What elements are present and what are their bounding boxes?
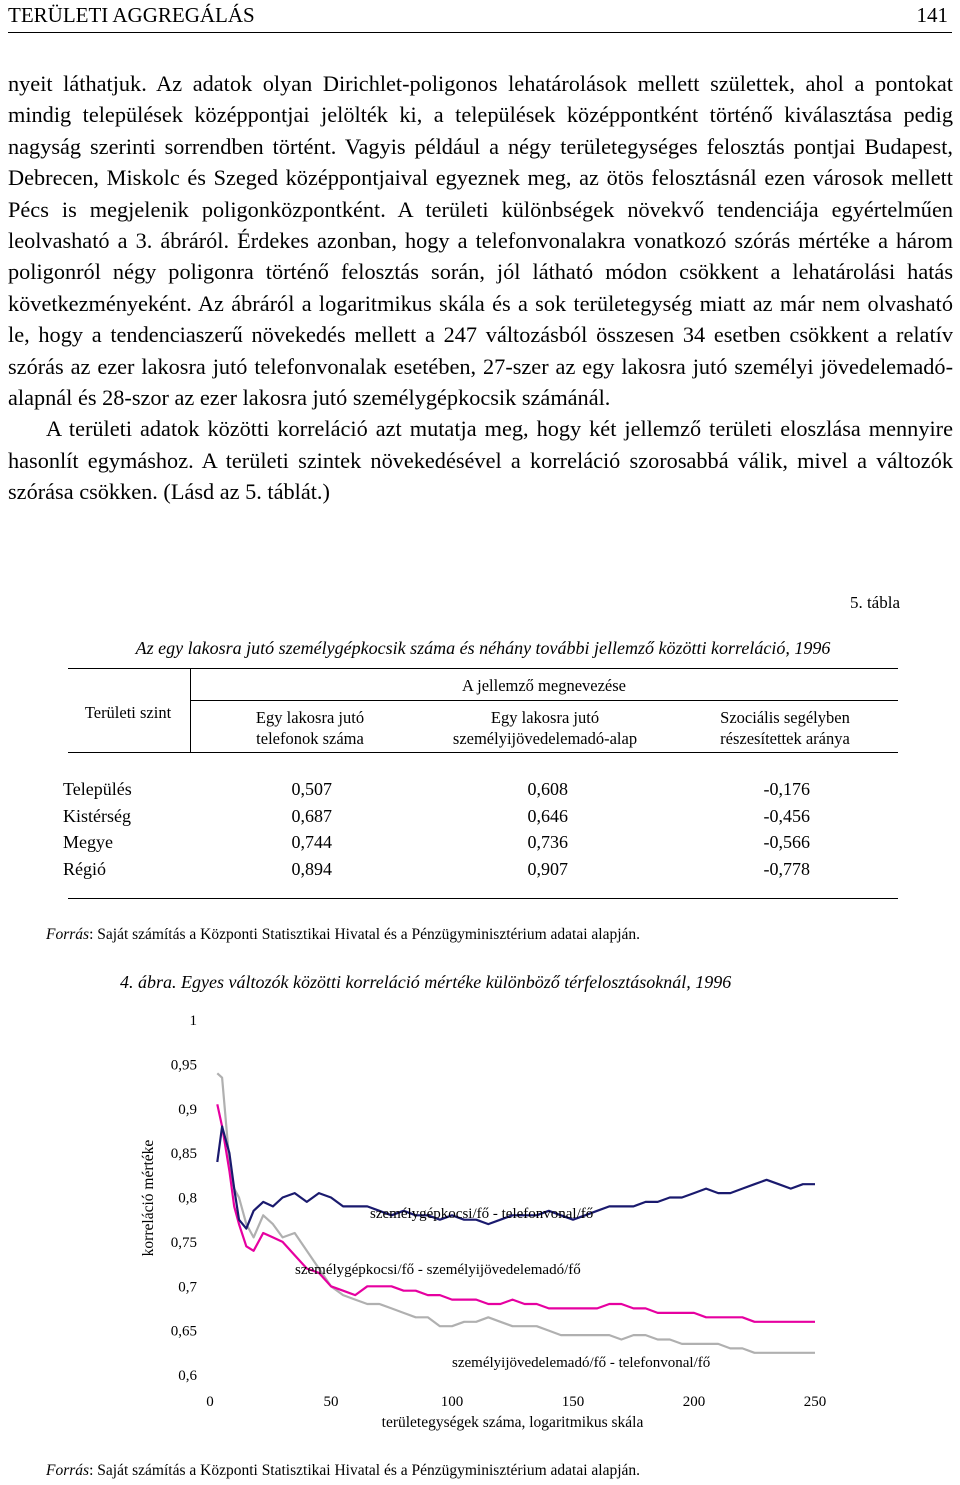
table-cell: -0,778 [763,858,810,879]
x-tick-label: 200 [682,1394,706,1410]
table-cell: 0,744 [291,832,332,852]
table-cell: -0,566 [763,832,810,852]
table-title: Az egy lakosra jutó személygépkocsik száma és néhány további jellemző közötti korreláció, 1996 [135,638,831,658]
y-tick-label: 0,65 [170,1323,197,1340]
table-cell: 0,907 [527,858,568,879]
table-col-header: Egy lakosra jutó személyijövedelemadó-alap [452,708,638,748]
table-row-header: Területi szint [84,703,172,722]
table-header-rule [68,752,898,753]
y-tick-label: 1 [189,1013,197,1029]
table-bottom-rule [68,898,898,899]
table-group-header: A jellemző megnevezése [461,676,626,695]
table-top-rule [68,668,898,669]
table-cell: 0,687 [291,805,332,826]
y-tick-label: 0,6 [178,1368,197,1384]
table-cell: 0,894 [291,858,332,879]
table-source: Forrás: Saját számítás a Központi Statisztikai Hivatal és a Pénzügyminisztérium adatai alapján. [46,926,641,943]
series-label: személyijövedelemadó/fő - telefonvonal/fő [452,1355,711,1371]
table-cell: 0,646 [527,805,568,826]
table-cell: -0,176 [763,779,810,799]
table-col-header: Szociális segélyben részesítettek aránya [720,708,850,748]
table-group-rule [190,700,898,701]
paragraph: nyeit láthatjuk. Az adatok olyan Dirichlet-poligonos lehatárolások mellett születtek, ahol a pontokat mindig települések középpontjai jelölték ki, a települések középpontként történő kiválasztása pedig nagyság szerinti sorrendben történt. Vagyis például a négy területegységes felosztás pontjai Budapest, Debrecen, Miskolc és Szeged középpontjaival egyeznek meg, az ötös felosztásnál ezen városok mellett Pécs is megjelenik poligonközpontként. A területi különbségek növekvő tendenciája egyértelműen leolvasható a 3. ábráról. Érdekes azonban, hogy a telefonvonalakra vonatkozó szórás mértéke a három poligonról négy poligonra történő felosztás során, jól látható módon csökkent a lehatárolási hatás következményeként. Az ábráról a logaritmikus skála és a sok területegység miatt az már nem olvasható le, hogy a tendenciaszerű növekedés mellett a 247 változásból összesen 34 esetben csökkent a relatív szórás az ezer lakosra jutó telefonvonalak esetében, 27-szer az egy lakosra jutó személyi jövedelemadó-alapnál és 28-szor az ezer lakosra jutó személygépkocsik számánál. [8,71,953,411]
y-tick-label: 0,9 [178,1101,197,1118]
x-tick-label: 100 [440,1394,464,1410]
correlation-line-chart [0,1000,960,1455]
table-row-label: Megye [63,832,113,852]
figure-title: 4. ábra. Egyes változók közötti korreláció mértéke különböző térfelosztásoknál, 1996 [120,972,732,992]
y-tick-label: 0,95 [170,1057,197,1074]
series-label: személygépkocsi/fő - személyijövedelemadó/fő [295,1262,581,1278]
x-axis-label: területegységek száma, logaritmikus skála [381,1414,644,1431]
table-row-label: Kistérség [63,805,131,826]
table-cell: 0,736 [527,832,568,852]
y-tick-label: 0,7 [178,1279,197,1296]
y-axis-label: korreláció mértéke [140,1139,157,1257]
y-tick-label: 0,8 [178,1190,197,1207]
table-row-label: Régió [63,858,106,879]
table-col-header: Egy lakosra jutó telefonok száma [255,708,365,748]
x-tick-label: 0 [206,1394,214,1410]
page-header [8,2,952,33]
table-cell: -0,456 [763,805,810,826]
x-tick-label: 50 [323,1394,339,1410]
y-tick-label: 0,85 [170,1146,197,1163]
page-number: 141 [916,3,948,27]
table-number: 5. tábla [849,593,900,612]
series-label: személygépkocsi/fő - telefonvonal/fő [370,1206,594,1222]
x-tick-label: 150 [561,1394,585,1410]
body-text [8,68,953,508]
table-cell: 0,608 [527,779,568,799]
table-row-label: Település [63,779,132,799]
x-tick-label: 250 [803,1394,827,1410]
y-tick-label: 0,75 [170,1234,197,1251]
running-title: TERÜLETI AGGREGÁLÁS [8,3,255,27]
figure-source: Forrás: Saját számítás a Központi Statisztikai Hivatal és a Pénzügyminisztérium adatai alapján. [46,1462,641,1479]
table-cell: 0,507 [291,779,332,799]
paragraph: A területi adatok közötti korreláció azt mutatja meg, hogy két jellemző területi eloszlása mennyire hasonlít egymáshoz. A területi szintek növekedésével a korreláció szorosabbá válik, mivel a változók szórása csökken. (Lásd az 5. táblát.) [8,416,953,505]
